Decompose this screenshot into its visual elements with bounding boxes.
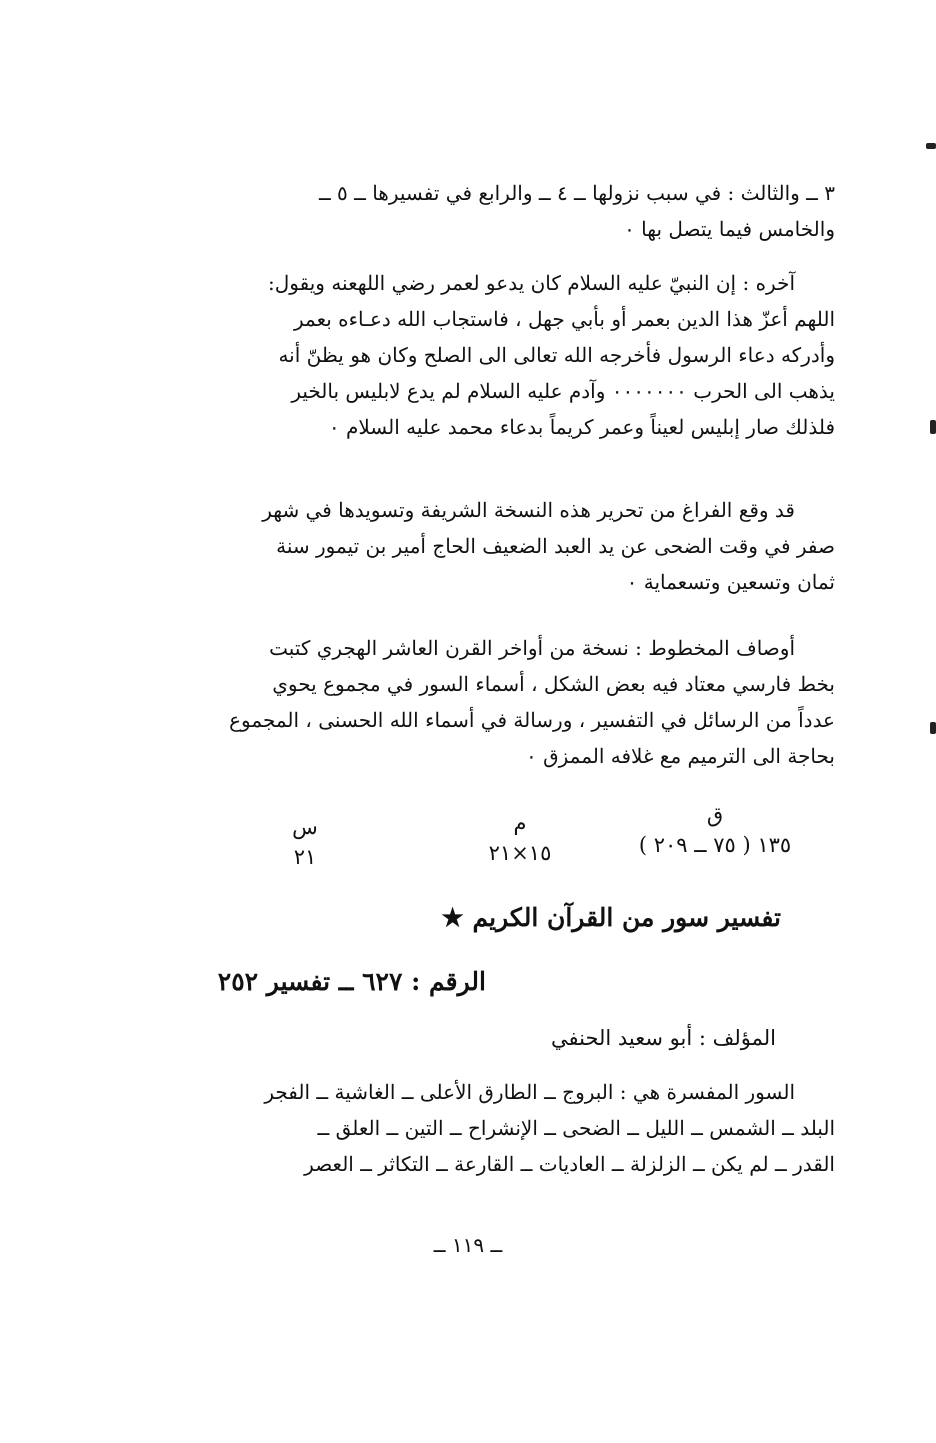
- text-line: صفر في وقت الضحى عن يد العبد الضعيف الحاج أمير بن تيمور سنة: [276, 534, 835, 558]
- ending-paragraph: [185, 265, 835, 445]
- text-line: اللهم أعزّ هذا الدين بعمر أو بأبي جهل ، فاستجاب الله دعـاءه بعمر: [293, 307, 835, 331]
- measurement-m: [460, 808, 580, 868]
- text-line: وأدركه دعاء الرسول فأخرجه الله تعالى الى الصلح وكان هو يظنّ أنه: [278, 343, 835, 367]
- page-number: ــ ١١٩ ــ: [433, 1233, 503, 1257]
- measurement-label: س: [292, 815, 318, 839]
- text-line: البلد ــ الشمس ــ الليل ــ الضحى ــ الإنشراح ــ التين ــ العلق ــ: [317, 1116, 835, 1140]
- measurement-value: ١٥×٢١: [488, 841, 552, 865]
- text-line: السور المفسرة هي : البروج ــ الطارق الأعلى ــ الغاشية ــ الفجر: [264, 1080, 795, 1104]
- text-line: ثمان وتسعين وتسعماية ٠: [626, 570, 835, 594]
- description-paragraph: [185, 630, 835, 774]
- text-line: أوصاف المخطوط : نسخة من أواخر القرن العاشر الهجري كتبت: [269, 636, 795, 660]
- measurement-q: [620, 800, 810, 860]
- colophon-paragraph: [185, 492, 835, 600]
- text-line: عدداً من الرسائل في التفسير ، ورسالة في أسماء الله الحسنى ، المجموع: [229, 708, 835, 732]
- scan-edge-mark: [930, 420, 936, 434]
- text-line: القدر ــ لم يكن ــ الزلزلة ــ العاديات ــ القارعة ــ التكاثر ــ العصر: [304, 1152, 835, 1176]
- scan-edge-mark: [926, 143, 936, 149]
- measurement-label: م: [513, 811, 527, 835]
- text-line: قد وقع الفراغ من تحرير هذه النسخة الشريفة وتسويدها في شهر: [262, 498, 795, 522]
- text-line: والخامس فيما يتصل بها ٠: [624, 217, 835, 241]
- text-line: آخره : إن النبيّ عليه السلام كان يدعو لعمر رضي اللهعنه ويقول:: [268, 271, 795, 295]
- measurement-label: ق: [706, 803, 724, 827]
- entry-title: تفسير سور من القرآن الكريم ★: [441, 903, 781, 932]
- text-line: ٣ ــ والثالث : في سبب نزولها ــ ٤ ــ والرابع في تفسيرها ــ ٥ ــ: [318, 181, 835, 205]
- text-line: فلذلك صار إبليس لعيناً وعمر كريماً بدعاء محمد عليه السلام ٠: [328, 415, 835, 439]
- entry-author: المؤلف : أبو سعيد الحنفي: [550, 1026, 776, 1050]
- measurement-value: ١٣٥ ( ٧٥ ــ ٢٠٩ ): [638, 833, 792, 857]
- reasons-paragraph: [185, 175, 835, 247]
- text-line: يذهب الى الحرب ٠٠٠٠٠٠٠ وآدم عليه السلام لم يدع لابليس بالخير: [291, 379, 835, 403]
- scan-edge-mark: [930, 722, 936, 734]
- measurement-s: [260, 812, 350, 872]
- text-line: بخط فارسي معتاد فيه بعض الشكل ، أسماء السور في مجموع يحوي: [272, 672, 835, 696]
- text-line: بحاجة الى الترميم مع غلافه الممزق ٠: [525, 744, 835, 768]
- entry-number: الرقم : ٦٢٧ ــ تفسير ٢٥٢: [217, 967, 486, 996]
- measurement-value: ٢١: [293, 845, 317, 869]
- surahs-paragraph: [185, 1074, 835, 1182]
